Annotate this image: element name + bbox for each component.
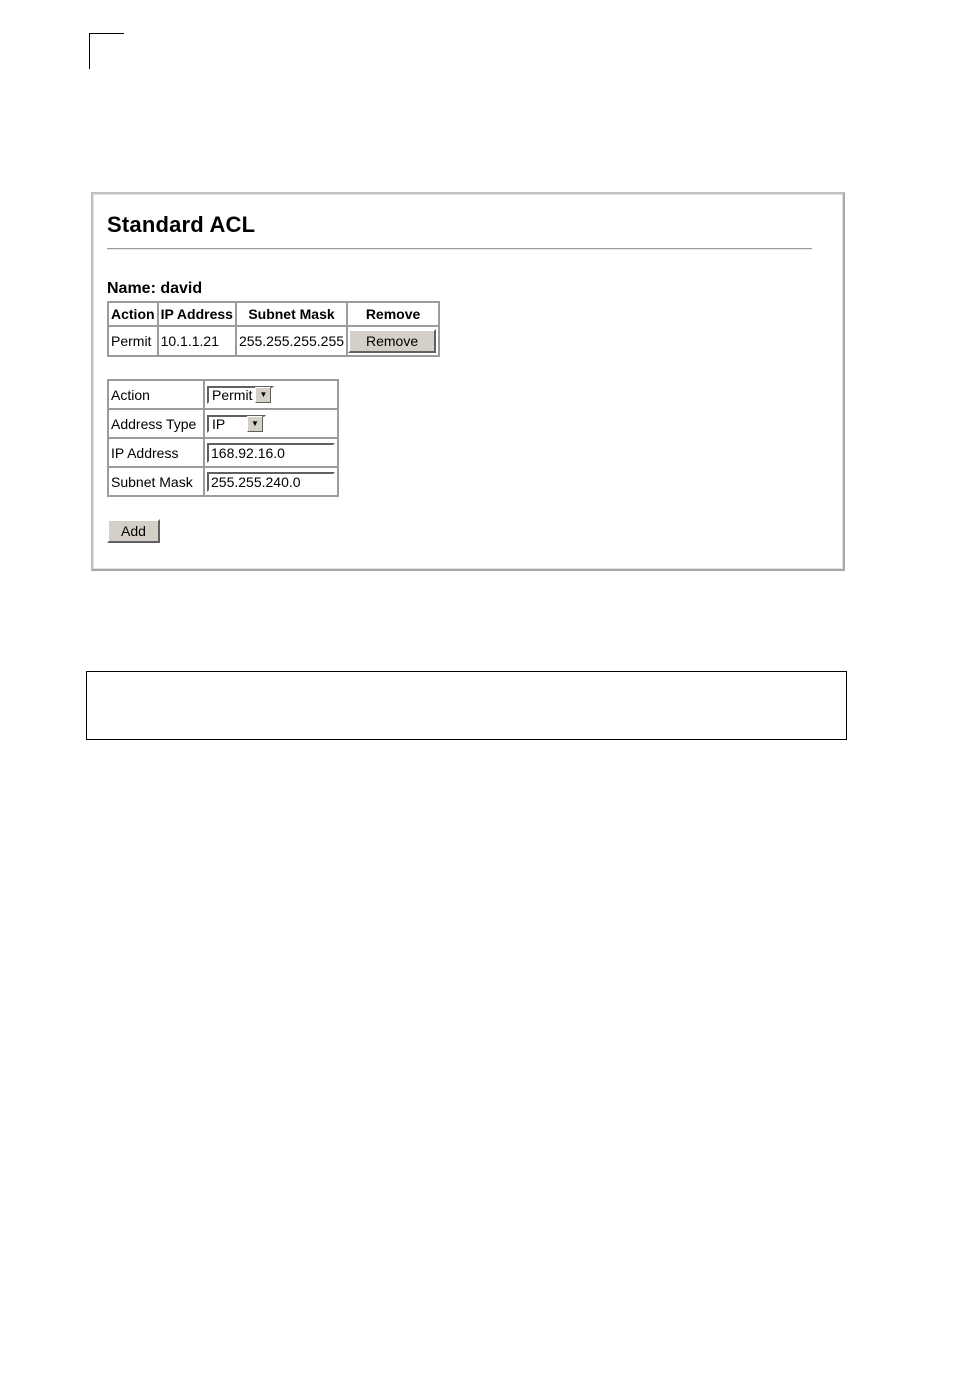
ip-address-cell bbox=[204, 438, 338, 467]
note-box bbox=[86, 671, 847, 740]
add-rule-form bbox=[107, 379, 339, 497]
crop-mark bbox=[89, 33, 124, 69]
action-cell bbox=[204, 380, 338, 409]
action-select-value: Permit bbox=[212, 386, 253, 403]
chevron-down-icon: ▼ bbox=[255, 387, 271, 403]
action-select[interactable] bbox=[207, 386, 274, 404]
form-row-action bbox=[108, 380, 338, 409]
remove-button[interactable]: Remove bbox=[348, 329, 436, 353]
header-ip-address: IP Address bbox=[158, 302, 236, 326]
form-row-address-type bbox=[108, 409, 338, 438]
cell-remove bbox=[347, 326, 439, 356]
header-subnet-mask: Subnet Mask bbox=[236, 302, 347, 326]
address-type-cell bbox=[204, 409, 338, 438]
address-type-select[interactable] bbox=[207, 415, 266, 433]
address-type-label: Address Type bbox=[108, 409, 204, 438]
acl-name-value: david bbox=[160, 280, 203, 297]
acl-name bbox=[107, 280, 202, 298]
standard-acl-panel bbox=[91, 192, 845, 571]
action-label: Action bbox=[108, 380, 204, 409]
chevron-down-icon: ▼ bbox=[247, 416, 263, 432]
header-action: Action bbox=[108, 302, 158, 326]
title-divider bbox=[107, 248, 812, 250]
add-button[interactable]: Add bbox=[107, 519, 160, 543]
acl-rules-table bbox=[107, 301, 440, 357]
acl-name-label: Name: bbox=[107, 280, 156, 297]
form-row-subnet-mask bbox=[108, 467, 338, 496]
page-title: Standard ACL bbox=[107, 212, 256, 237]
cell-action: Permit bbox=[108, 326, 158, 356]
cell-subnet-mask: 255.255.255.255 bbox=[236, 326, 347, 356]
ip-address-label: IP Address bbox=[108, 438, 204, 467]
ip-address-input[interactable] bbox=[207, 443, 335, 463]
table-row bbox=[108, 326, 439, 356]
header-remove: Remove bbox=[347, 302, 439, 326]
address-type-select-value: IP bbox=[212, 415, 226, 432]
subnet-mask-input[interactable] bbox=[207, 472, 335, 492]
form-row-ip-address bbox=[108, 438, 338, 467]
subnet-mask-cell bbox=[204, 467, 338, 496]
subnet-mask-label: Subnet Mask bbox=[108, 467, 204, 496]
cell-ip-address: 10.1.1.21 bbox=[158, 326, 236, 356]
table-header-row bbox=[108, 302, 439, 326]
